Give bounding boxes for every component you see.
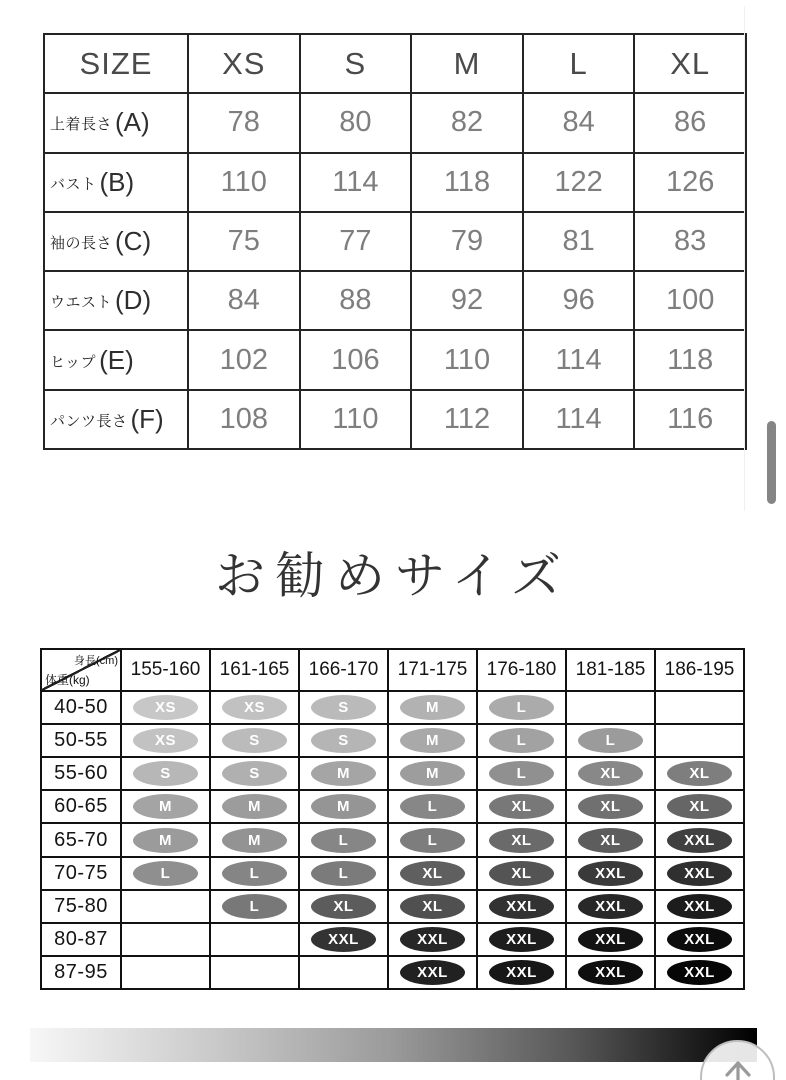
measurement-value: 114 <box>300 153 412 212</box>
size-badge: XXL <box>667 960 732 985</box>
measurement-value: 84 <box>523 93 635 152</box>
recommend-cell <box>388 757 477 790</box>
size-badge: XL <box>311 894 376 919</box>
size-table-header-cell: M <box>411 34 523 93</box>
recommend-row <box>41 691 744 724</box>
size-badge: M <box>311 794 376 819</box>
recommend-cell <box>655 691 744 724</box>
measurement-value: 102 <box>188 330 300 389</box>
recommend-cell <box>388 857 477 890</box>
recommend-cell <box>655 823 744 856</box>
recommend-cell <box>210 823 299 856</box>
recommend-cell <box>210 691 299 724</box>
size-badge: XL <box>667 761 732 786</box>
size-badge: M <box>133 794 198 819</box>
measurement-value: 112 <box>411 390 523 449</box>
measurement-value: 83 <box>634 212 746 271</box>
scrollbar-thumb[interactable] <box>767 421 776 504</box>
recommend-cell <box>210 956 299 989</box>
size-badge: XXL <box>667 861 732 886</box>
measurement-value: 122 <box>523 153 635 212</box>
recommend-cell <box>477 823 566 856</box>
size-table-row <box>44 271 746 330</box>
size-table-header-cell: XL <box>634 34 746 93</box>
size-badge: L <box>222 894 287 919</box>
size-badge: M <box>133 828 198 853</box>
size-table-row <box>44 330 746 389</box>
size-table-header-cell: SIZE <box>44 34 188 93</box>
height-range-header: 155-160 <box>121 649 210 691</box>
recommend-cell <box>121 790 210 823</box>
size-badge: M <box>400 695 465 720</box>
height-range-header: 176-180 <box>477 649 566 691</box>
size-badge: XS <box>133 728 198 753</box>
recommend-cell <box>388 890 477 923</box>
measurement-value: 110 <box>188 153 300 212</box>
size-badge: XL <box>489 794 554 819</box>
size-badge: XXL <box>489 894 554 919</box>
recommend-cell <box>121 923 210 956</box>
size-badge: M <box>400 728 465 753</box>
measurement-label-code: (D) <box>115 285 152 316</box>
measurement-value: 75 <box>188 212 300 271</box>
size-badge: XL <box>578 761 643 786</box>
recommend-cell <box>477 890 566 923</box>
measurement-table-section <box>43 33 747 450</box>
recommend-cell <box>388 923 477 956</box>
measurement-label-code: (A) <box>115 107 150 138</box>
measurement-value: 116 <box>634 390 746 449</box>
arrow-up-icon <box>721 1056 755 1080</box>
recommend-cell <box>655 890 744 923</box>
measurement-label <box>44 212 188 271</box>
height-range-header: 171-175 <box>388 649 477 691</box>
weight-range-label: 60-65 <box>41 790 121 823</box>
measurement-label <box>44 93 188 152</box>
recommend-cell <box>566 691 655 724</box>
size-badge: S <box>311 728 376 753</box>
size-badge: XL <box>578 794 643 819</box>
size-table-row <box>44 212 746 271</box>
recommend-cell <box>477 691 566 724</box>
weight-range-label: 75-80 <box>41 890 121 923</box>
weight-range-label: 55-60 <box>41 757 121 790</box>
recommend-cell <box>121 823 210 856</box>
measurement-value: 118 <box>411 153 523 212</box>
size-badge: L <box>222 861 287 886</box>
corner-height-label: 身長(cm) <box>74 655 118 667</box>
recommend-cell <box>299 857 388 890</box>
size-badge: XXL <box>311 927 376 952</box>
measurement-value: 79 <box>411 212 523 271</box>
gradient-divider-bar <box>30 1028 757 1062</box>
size-badge: L <box>578 728 643 753</box>
measurement-value: 110 <box>300 390 412 449</box>
recommend-header-row <box>41 649 744 691</box>
recommend-cell <box>121 890 210 923</box>
size-badge: L <box>489 728 554 753</box>
size-badge: XXL <box>489 960 554 985</box>
weight-range-label: 87-95 <box>41 956 121 989</box>
recommend-cell <box>655 757 744 790</box>
size-table-header-cell: L <box>523 34 635 93</box>
size-badge: XS <box>222 695 287 720</box>
recommend-row <box>41 724 744 757</box>
measurement-label-jp: 袖の長さ <box>50 234 113 252</box>
size-badge: XL <box>400 861 465 886</box>
recommend-cell <box>299 956 388 989</box>
size-badge: XXL <box>489 927 554 952</box>
measurement-value: 80 <box>300 93 412 152</box>
size-table-header-cell: S <box>300 34 412 93</box>
recommend-cell <box>477 956 566 989</box>
size-badge: L <box>489 695 554 720</box>
recommend-cell <box>655 790 744 823</box>
recommend-cell <box>299 823 388 856</box>
recommend-cell <box>566 890 655 923</box>
recommend-cell <box>299 890 388 923</box>
recommend-cell <box>210 890 299 923</box>
measurement-label-jp: 上着長さ <box>50 116 113 134</box>
size-badge: L <box>400 828 465 853</box>
recommend-cell <box>210 757 299 790</box>
size-badge: S <box>133 761 198 786</box>
recommend-table <box>40 648 745 990</box>
size-badge: S <box>311 695 376 720</box>
size-table-row <box>44 93 746 152</box>
measurement-label-code: (F) <box>130 403 164 434</box>
size-badge: XXL <box>578 861 643 886</box>
measurement-label-jp: ヒップ <box>50 353 97 371</box>
size-badge: S <box>222 728 287 753</box>
measurement-value: 118 <box>634 330 746 389</box>
recommend-cell <box>210 857 299 890</box>
recommend-cell <box>566 823 655 856</box>
recommend-cell <box>299 691 388 724</box>
size-badge: M <box>222 794 287 819</box>
recommend-row <box>41 823 744 856</box>
weight-range-label: 40-50 <box>41 691 121 724</box>
recommend-cell <box>477 923 566 956</box>
measurement-value: 92 <box>411 271 523 330</box>
size-badge: XXL <box>667 828 732 853</box>
measurement-value: 78 <box>188 93 300 152</box>
size-badge: XL <box>667 794 732 819</box>
measurement-label-code: (E) <box>99 344 134 375</box>
weight-range-label: 70-75 <box>41 857 121 890</box>
recommend-row <box>41 857 744 890</box>
height-range-header: 161-165 <box>210 649 299 691</box>
recommend-title: お勧めサイズ <box>215 548 571 604</box>
measurement-value: 96 <box>523 271 635 330</box>
recommend-cell <box>210 724 299 757</box>
recommend-row <box>41 757 744 790</box>
recommend-row <box>41 956 744 989</box>
height-range-header: 186-195 <box>655 649 744 691</box>
measurement-label-code: (C) <box>115 225 152 256</box>
recommend-cell <box>388 823 477 856</box>
measurement-value: 110 <box>411 330 523 389</box>
size-badge: M <box>311 761 376 786</box>
measurement-value: 82 <box>411 93 523 152</box>
size-badge: XXL <box>578 894 643 919</box>
size-badge: XXL <box>578 927 643 952</box>
size-badge: XXL <box>400 960 465 985</box>
size-badge: XXL <box>578 960 643 985</box>
height-range-header: 181-185 <box>566 649 655 691</box>
size-table-row <box>44 153 746 212</box>
measurement-label <box>44 390 188 449</box>
size-badge: M <box>222 828 287 853</box>
recommend-cell <box>121 956 210 989</box>
measurement-label <box>44 330 188 389</box>
measurement-label <box>44 153 188 212</box>
measurement-value: 106 <box>300 330 412 389</box>
measurement-label-jp: バスト <box>50 175 97 193</box>
size-badge: XL <box>489 828 554 853</box>
size-badge: L <box>311 828 376 853</box>
size-badge: L <box>400 794 465 819</box>
recommend-cell <box>655 724 744 757</box>
recommend-cell <box>210 923 299 956</box>
recommend-cell <box>655 857 744 890</box>
measurement-value: 88 <box>300 271 412 330</box>
measurement-label-code: (B) <box>99 166 135 197</box>
recommend-cell <box>121 857 210 890</box>
measurement-value: 86 <box>634 93 746 152</box>
recommend-cell <box>566 956 655 989</box>
recommend-cell <box>566 724 655 757</box>
size-badge: XL <box>578 828 643 853</box>
recommend-cell <box>655 956 744 989</box>
size-badge: M <box>400 761 465 786</box>
recommend-cell <box>388 724 477 757</box>
size-table-header-row <box>44 34 746 93</box>
recommend-cell <box>121 724 210 757</box>
content-edge-divider <box>744 6 745 511</box>
recommend-cell <box>121 691 210 724</box>
measurement-value: 100 <box>634 271 746 330</box>
recommend-cell <box>299 790 388 823</box>
recommend-cell <box>477 790 566 823</box>
recommend-table-section <box>40 648 745 990</box>
recommend-cell <box>121 757 210 790</box>
recommend-cell <box>655 923 744 956</box>
weight-range-label: 65-70 <box>41 823 121 856</box>
weight-range-label: 50-55 <box>41 724 121 757</box>
recommend-cell <box>477 857 566 890</box>
recommend-cell <box>566 923 655 956</box>
recommend-cell <box>388 691 477 724</box>
size-badge: XXL <box>667 927 732 952</box>
size-badge: L <box>489 761 554 786</box>
recommend-cell <box>477 724 566 757</box>
recommend-cell <box>210 790 299 823</box>
measurement-value: 108 <box>188 390 300 449</box>
recommend-row <box>41 890 744 923</box>
size-badge: XL <box>400 894 465 919</box>
measurement-value: 126 <box>634 153 746 212</box>
measurement-value: 81 <box>523 212 635 271</box>
recommend-row <box>41 923 744 956</box>
size-badge: S <box>222 761 287 786</box>
recommend-cell <box>566 757 655 790</box>
measurement-label <box>44 271 188 330</box>
measurement-value: 84 <box>188 271 300 330</box>
recommend-cell <box>566 857 655 890</box>
measurement-value: 77 <box>300 212 412 271</box>
size-badge: XS <box>133 695 198 720</box>
size-badge: L <box>133 861 198 886</box>
measurement-value: 114 <box>523 330 635 389</box>
corner-weight-label: 体重(kg) <box>45 673 90 688</box>
measurement-value: 114 <box>523 390 635 449</box>
size-table-header-cell: XS <box>188 34 300 93</box>
height-range-header: 166-170 <box>299 649 388 691</box>
recommend-cell <box>566 790 655 823</box>
recommend-cell <box>388 956 477 989</box>
corner-cell <box>41 649 121 691</box>
measurement-label-jp: ウエスト <box>50 294 113 312</box>
size-badge: XL <box>489 861 554 886</box>
size-badge: L <box>311 861 376 886</box>
size-table-row <box>44 390 746 449</box>
size-table <box>43 33 747 450</box>
recommend-cell <box>299 757 388 790</box>
size-badge: XXL <box>667 894 732 919</box>
size-badge: XXL <box>400 927 465 952</box>
recommend-row <box>41 790 744 823</box>
recommend-cell <box>477 757 566 790</box>
weight-range-label: 80-87 <box>41 923 121 956</box>
measurement-label-jp: パンツ長さ <box>50 412 128 430</box>
recommend-cell <box>299 923 388 956</box>
recommend-cell <box>299 724 388 757</box>
recommend-cell <box>388 790 477 823</box>
